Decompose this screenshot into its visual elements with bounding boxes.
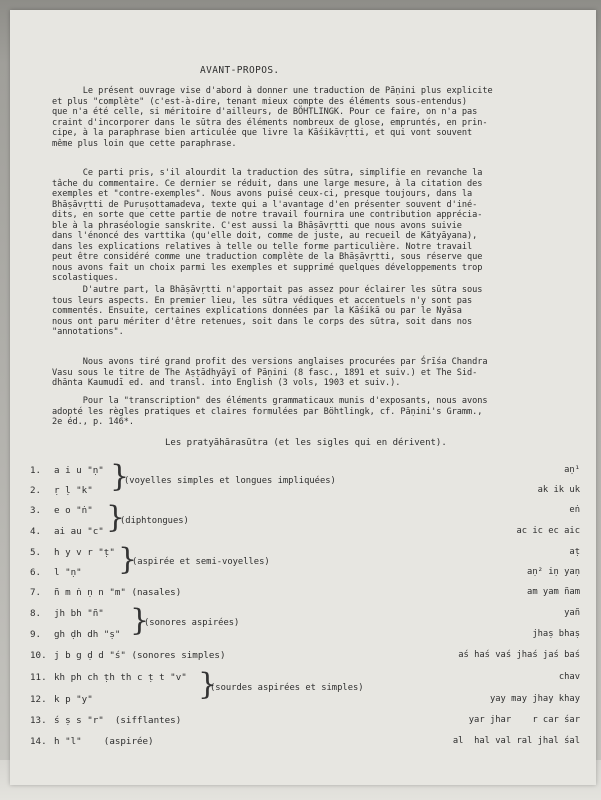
sigla: yay may jhay khay — [489, 694, 580, 704]
sutra-line — [30, 526, 104, 537]
group-label: (voyelles simples et longues impliquées) — [124, 476, 336, 486]
group-label: (sonores aspirées) — [144, 618, 240, 628]
sutra-number: 4. — [30, 526, 42, 537]
sutra-text: j b g ḍ d "ś" (sonores simples) — [54, 650, 226, 661]
pratyahara-title: Les pratyāhārasūtra (et les sigles qui en dérivent). — [165, 438, 447, 448]
sutra-line — [30, 547, 115, 558]
sigla: ak ik uk — [537, 485, 580, 495]
sutra-number: 13. — [30, 715, 47, 726]
sutra-number: 11. — [30, 672, 47, 683]
sutra-line — [30, 587, 181, 598]
curly-brace-icon: } — [106, 500, 126, 535]
sutra-text: k p "y" — [54, 694, 93, 705]
curly-brace-icon: } — [110, 459, 130, 494]
sigla: aṭ — [569, 547, 580, 557]
sutra-number: 1. — [30, 465, 42, 476]
sutra-line — [30, 629, 120, 640]
sigla: yañ — [564, 608, 580, 618]
paragraph-5: Pour la "transcription" des éléments grammaticaux munis d'exposants, nous avons adopté les règles pratiques et claires formulées par Böhtlingk, cf. Pāṇini's Gramm., 2e éd., p. 146*. — [52, 396, 488, 427]
sutra-line — [30, 505, 93, 516]
sutra-text: ai au "c" — [54, 526, 104, 537]
sutra-line — [30, 694, 93, 705]
sigla: ac ic ec aic — [516, 526, 580, 536]
curly-brace-icon: } — [130, 603, 150, 638]
sigla: chav — [558, 672, 580, 682]
sutra-text: ś ṣ s "r" (sifflantes) — [54, 715, 182, 726]
sutra-number: 10. — [30, 650, 47, 661]
sigla: aṇ¹ — [564, 465, 580, 475]
sutra-text: jh bh "ñ" — [54, 608, 104, 619]
sutra-number: 14. — [30, 736, 47, 747]
sutra-number: 9. — [30, 629, 42, 640]
sutra-number: 12. — [30, 694, 47, 705]
sigla: eṅ — [569, 505, 580, 515]
sutra-text: ṛ ḷ "k" — [54, 485, 93, 496]
sutra-number: 3. — [30, 505, 42, 516]
sigla: aś haś vaś jhaś jaś baś — [458, 650, 580, 660]
sutra-text: gh ḍh dh "ṣ" — [54, 629, 121, 640]
sutra-number: 8. — [30, 608, 42, 619]
sigla: al hal val ral jhal śal — [452, 736, 580, 746]
sutra-text: l "ṇ" — [54, 567, 82, 578]
sutra-text: kh ph ch ṭh th c ṭ t "v" — [54, 672, 187, 683]
sutra-line — [30, 736, 154, 747]
sutra-line — [30, 672, 187, 683]
sigla: yar jhar r car śar — [468, 715, 580, 725]
group-label: (diphtongues) — [120, 516, 189, 526]
group-label: (sourdes aspirées et simples) — [210, 683, 364, 693]
sutra-line — [30, 650, 225, 661]
paragraph-3: D'autre part, la Bhāṣāvṛtti n'apportait pas assez pour éclairer les sūtra sous tous leurs aspects. En premier lieu, les sūtra védiques et accentuels n'y sont pas commentés. Ensuite, certaines explications données par la Kāśikā ou par le Nyāsa nous ont paru mériter d'être retenues, soit dans le corps des sūtra, soit dans nos "annotations". — [52, 285, 483, 337]
paragraph-1: Le présent ouvrage vise d'abord à donner une traduction de Pāṇini plus explicite et plus "complète" (c'est-à-dire, tenant mieux compte des éléments sous-entendus) que n'a été celle, si méritoire d'ailleurs, de BÖHTLINGK. Pour ce faire, on n'a pas craint d'incorporer dans le sūtra des éléments nombreux de glose, empruntés, en prin- cipe, à la paraphrase bien articulée que livre la Kāśikāvṛtti, et qui vont souvent même plus loin que cette paraphrase. — [52, 86, 493, 149]
sutra-text: e o "ṅ" — [54, 505, 93, 516]
document-page — [10, 10, 596, 785]
sutra-number: 7. — [30, 587, 42, 598]
sutra-line — [30, 608, 104, 619]
paragraph-4: Nous avons tiré grand profit des versions anglaises procurées par Śrīśa Chandra Vasu sous le titre de The Aṣṭādhyāyī of Pāṇini (8 fasc., 1891 et suiv.) et The Sid- dhānta Kaumudī ed. and transl. into English (3 vols, 1903 et suiv.). — [52, 357, 488, 388]
sigla: aṇ² iṇ yaṇ — [527, 567, 580, 577]
curly-brace-icon: } — [118, 542, 138, 577]
paragraph-2: Ce parti pris, s'il alourdit la traduction des sūtra, simplifie en revanche la tâche du commentaire. Ce dernier se réduit, dans une large mesure, à la citation des exemples et "contre-exemples". Nous avons puisé ceux-ci, presque toujours, dans la Bhāṣāvṛtti de Puruṣottamadeva, texte qui a l'avantage d'en présenter souvent d'iné- dits, en sorte que cette partie de notre travail fournira une contribution apprécia- ble à la phraséologie sanskrite. C'est aussi la Bhāṣāvṛtti que nous avons suivie dans l'énoncé des varttika (qu'elle doit, comme de juste, au recueil de Kātyāyana), dans les explications relatives à telle ou telle forme particulière. Notre travail peut être considéré comme une traduction complète de la Bhāṣāvṛtti, sous réserve que nous avons fait un choix parmi les exemples et supprimé quelques développements trop scolastiques. — [52, 168, 483, 283]
group-label: (aspirée et semi-voyelles) — [132, 557, 270, 567]
sutra-line — [30, 485, 93, 496]
sutra-text: h "l" (aspirée) — [54, 736, 154, 747]
sutra-number: 6. — [30, 567, 42, 578]
sutra-text: ñ m ṅ ṇ n "m" (nasales) — [54, 587, 182, 598]
sigla: am yam ñam — [527, 587, 580, 597]
sutra-text: a i u "ṇ" — [54, 465, 104, 476]
page-title: AVANT-PROPOS. — [200, 65, 280, 76]
sutra-number: 5. — [30, 547, 42, 558]
sutra-line — [30, 465, 104, 476]
sutra-line — [30, 715, 181, 726]
sutra-text: h y v r "ṭ" — [54, 547, 115, 558]
curly-brace-icon: } — [198, 667, 218, 702]
sigla: jhaṣ bhaṣ — [532, 629, 580, 639]
sutra-line — [30, 567, 82, 578]
sutra-number: 2. — [30, 485, 42, 496]
